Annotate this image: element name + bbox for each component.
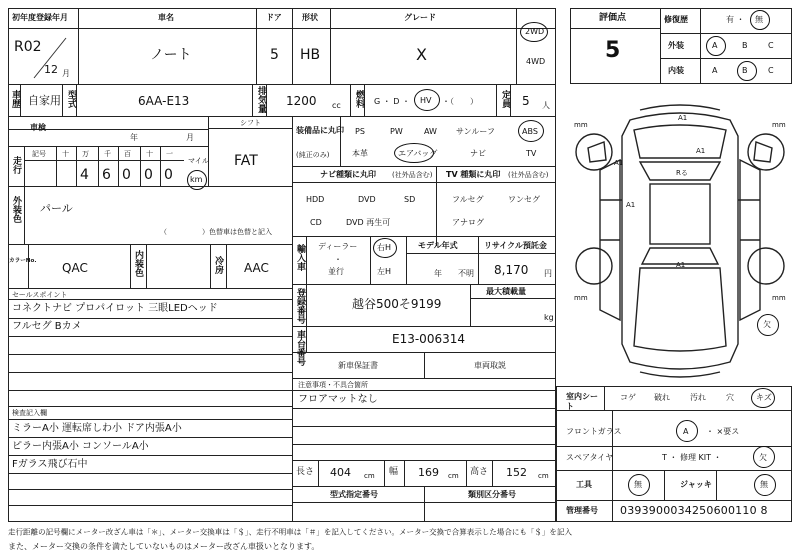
equipment-option: サンルーフ	[456, 127, 495, 136]
color-note: （ ）色替車は色替と記入	[160, 228, 272, 236]
equipment-option: ABS	[522, 127, 538, 136]
car-diagram-icon	[560, 100, 800, 380]
diagram-mark-left-rear: A1	[614, 159, 624, 167]
repair-selected: 無	[755, 15, 763, 24]
usage-label: 車歴	[10, 90, 20, 108]
color-value: パール	[40, 202, 73, 215]
interior-label: 内装	[668, 66, 684, 75]
digit-label: 百	[124, 150, 131, 158]
score-value: 5	[605, 38, 621, 63]
repair-label: 修復歴	[664, 15, 688, 24]
tv-option: アナログ	[452, 218, 484, 227]
equipment-option: PS	[355, 127, 365, 136]
max-load-label: 最大積載量	[486, 287, 526, 296]
color-label: 外装色	[11, 196, 21, 223]
exterior-option: B	[742, 41, 748, 50]
digit-label: 一	[166, 150, 173, 158]
inspector-line-1: ミラーA小 運転席しわ小 ドア内張A小	[12, 423, 182, 434]
recycle-value: 8,170	[494, 263, 529, 277]
notes-label: 注意事項・不具合箇所	[298, 381, 368, 389]
navi-label: ナビ種類に丸印	[320, 170, 376, 179]
sales-line-2: フルセグ Bカメ	[12, 321, 82, 332]
digit-value: 4	[80, 167, 89, 183]
digit-value: 6	[102, 167, 111, 183]
plate-label: 登録番号	[295, 288, 305, 324]
first-reg-label: 初年度登録年月	[12, 13, 68, 22]
mm-mark-2: mm	[772, 121, 786, 129]
mm-mark-4: mm	[772, 294, 786, 302]
digit-divider	[160, 146, 161, 186]
model-year-unknown: 不明	[458, 269, 474, 278]
equipment-option: AW	[424, 127, 437, 136]
left-handle: 左H	[377, 267, 392, 276]
fuel-other: ・（ ）	[442, 97, 478, 106]
dealer-dot: ・	[334, 255, 342, 264]
seat-label: 室内シート	[566, 392, 598, 411]
tv-label: TV 種類に丸印	[446, 170, 501, 179]
ac-value: AAC	[244, 261, 269, 275]
grade-label: グレード	[404, 13, 436, 22]
doors-value: 5	[270, 47, 279, 63]
width-unit: cm	[448, 472, 459, 480]
exterior-option: A	[712, 41, 718, 50]
equipment-option: ナビ	[470, 149, 486, 158]
first-reg-month-unit: 月	[62, 69, 70, 78]
capacity-value: 5	[522, 94, 530, 108]
displacement-label: 排気量	[256, 86, 266, 113]
inspector-line-2: ピラー内張A小 コンソールA小	[12, 441, 149, 452]
digit-label: 十	[62, 150, 69, 158]
seat-selected-circle	[751, 388, 775, 408]
glass-other: ・ ×要ス	[706, 427, 740, 436]
color-no-value: QAC	[62, 261, 88, 275]
mm-mark-1: mm	[574, 121, 588, 129]
model-year-label: モデル年式	[418, 241, 458, 250]
seat-selected: キズ	[756, 393, 772, 402]
navi-option: CD	[310, 218, 322, 227]
interior-selected-circle	[737, 61, 757, 81]
repair-options: 有 ・	[726, 15, 745, 24]
digit-divider	[118, 146, 119, 186]
jack-label: ジャッキ	[680, 480, 712, 489]
digit-label: 千	[104, 150, 111, 158]
navi-sub: (社外品含む)	[392, 171, 433, 179]
chassis-label: 車台番号	[295, 330, 305, 366]
tv-option: フルセグ	[452, 195, 484, 204]
footer-line-1: 走行距離の記号欄にメーター改ざん車は「＊」、メーター交換車は「＄」、走行不明車は「＃」を記入してください。メーター交換で合算表示した場合にも「＄」を記入	[8, 528, 572, 537]
usage-value: 自家用	[28, 94, 61, 107]
plate-value: 越谷500そ9199	[352, 297, 442, 311]
airbag-selected-circle	[394, 143, 434, 163]
equipment-option: エアバッグ	[398, 149, 438, 158]
height-value: 152	[506, 466, 527, 479]
shape-label: 形状	[302, 13, 318, 22]
digit-value: 0	[164, 167, 173, 183]
digit-label: 万	[82, 150, 89, 158]
width-value: 169	[418, 466, 439, 479]
interior-option: A	[712, 66, 718, 75]
category-label: 類別区分番号	[468, 490, 516, 499]
new-warranty-label: 新車保証書	[338, 361, 378, 370]
diagram-mark-front: A1	[678, 114, 688, 122]
equipment-option: 本革	[352, 149, 368, 158]
tv-option: ワンセグ	[508, 195, 540, 204]
exterior-selected-circle	[706, 36, 726, 56]
drive-2wd: 2WD	[525, 27, 545, 36]
displacement-value: 1200	[286, 94, 317, 108]
seat-option: コゲ	[620, 393, 636, 402]
model-label: 型式	[66, 90, 76, 108]
door-label: ドア	[266, 13, 282, 22]
width-label: 幅	[389, 467, 399, 477]
model-designation-label: 型式指定番号	[330, 490, 378, 499]
digit-divider	[98, 146, 99, 186]
inspection-month-unit: 月	[186, 133, 194, 142]
score-label: 評価点	[599, 13, 627, 23]
navi-option: SD	[404, 195, 416, 204]
model-year-unit: 年	[434, 269, 442, 278]
first-reg-era: R02	[14, 39, 42, 55]
grade-value: X	[416, 45, 427, 64]
sales-line-1: コネクトナビ プロパイロット 三眼LEDヘッド	[12, 303, 218, 314]
spare-options: T ・ 修理 KIT ・	[662, 453, 722, 462]
control-label: 管理番号	[566, 506, 598, 515]
tv-sub: (社外品含む)	[508, 171, 549, 179]
diagram-mark-rear: A1	[676, 261, 686, 269]
car-name-value: ノート	[150, 47, 192, 63]
notes-value: フロアマットなし	[298, 394, 378, 405]
seat-option: 破れ	[654, 393, 670, 402]
tools-label: 工具	[576, 480, 592, 489]
glass-selected: A	[683, 427, 689, 436]
diagram-mark-hood: A1	[696, 147, 706, 155]
abs-selected-circle	[518, 120, 544, 142]
shift-value: FAT	[234, 153, 258, 169]
km-label: km	[190, 175, 203, 184]
mileage-label: 走行	[11, 156, 21, 174]
footer-line-2: また、メーター交換の条件を満たしていないものはメーター改ざん車扱いとなります。	[8, 542, 320, 551]
right-handle: 右H	[377, 243, 392, 252]
seat-option: 穴	[726, 393, 734, 402]
length-label: 長さ	[296, 467, 315, 477]
capacity-label: 定員	[500, 90, 510, 108]
interior-option: B	[742, 66, 748, 75]
length-unit: cm	[364, 472, 375, 480]
fuel-options: G ・ D ・	[374, 97, 410, 106]
exterior-label: 外装	[668, 41, 684, 50]
dealer-label: ディーラー	[318, 242, 358, 251]
sales-label: セールスポイント	[12, 291, 68, 299]
interior-option: C	[768, 66, 774, 75]
inspector-line-3: Fガラス飛び石中	[12, 459, 88, 470]
manual-label: 車両取説	[474, 361, 506, 370]
height-unit: cm	[538, 472, 549, 480]
equipment-sub: (純正のみ)	[296, 151, 330, 159]
navi-option: DVD	[358, 195, 376, 204]
mileage-sub-label: 記号	[32, 150, 46, 158]
first-reg-month: 12	[44, 63, 58, 76]
diagram-mark-left-door: A1	[626, 201, 636, 209]
parallel-label: 並行	[328, 267, 344, 276]
shift-label: シフト	[240, 119, 261, 127]
glass-label: フロントガラス	[566, 427, 622, 436]
chassis-value: E13-006314	[392, 332, 465, 346]
jack-selected: 無	[760, 480, 768, 489]
digit-divider	[140, 146, 141, 186]
shape-value: HB	[300, 47, 321, 63]
missing-mark: 欠	[763, 320, 771, 329]
navi-option: HDD	[306, 195, 325, 204]
mile-label: マイル	[188, 157, 209, 165]
capacity-unit: 人	[542, 101, 550, 110]
spare-label: スペアタイヤ	[566, 453, 614, 462]
length-value: 404	[330, 466, 351, 479]
equipment-option: PW	[390, 127, 403, 136]
inspection-year-unit: 年	[130, 133, 138, 142]
exterior-option: C	[768, 41, 774, 50]
seat-option: 汚れ	[690, 393, 706, 402]
fuel-label: 燃料	[354, 90, 364, 108]
control-number: 0393900034250600110 8	[620, 504, 768, 517]
tools-selected: 無	[634, 480, 642, 489]
ac-label: 冷房	[213, 256, 223, 274]
inspection-label: 車検	[30, 123, 46, 132]
navi-option: DVD 再生可	[346, 218, 391, 227]
model-value: 6AA-E13	[138, 94, 190, 108]
equipment-option: TV	[526, 149, 537, 158]
load-unit: kg	[544, 313, 554, 322]
interior-color-label: 内装色	[133, 250, 143, 277]
digit-label: 十	[146, 150, 153, 158]
mm-mark-3: mm	[574, 294, 588, 302]
diagram-mark-roof: Rる	[676, 169, 688, 177]
displacement-unit: cc	[332, 101, 341, 110]
recycle-unit: 円	[544, 269, 552, 278]
color-no-label: カラーNo.	[9, 257, 37, 264]
height-label: 高さ	[470, 467, 489, 477]
fuel-selected: HV	[420, 96, 432, 105]
import-label: 輸入車	[295, 244, 305, 271]
digit-divider	[76, 146, 77, 186]
digit-value: 0	[122, 167, 131, 183]
digit-divider	[56, 146, 57, 186]
inspector-label: 検査記入欄	[12, 409, 47, 417]
drive-4wd: 4WD	[526, 57, 546, 66]
recycle-label: リサイクル預託金	[484, 241, 547, 250]
equipment-label: 装備品に丸印	[296, 126, 344, 135]
digit-value: 0	[144, 167, 153, 183]
car-name-label: 車名	[158, 13, 174, 22]
spare-selected: 欠	[759, 453, 767, 462]
